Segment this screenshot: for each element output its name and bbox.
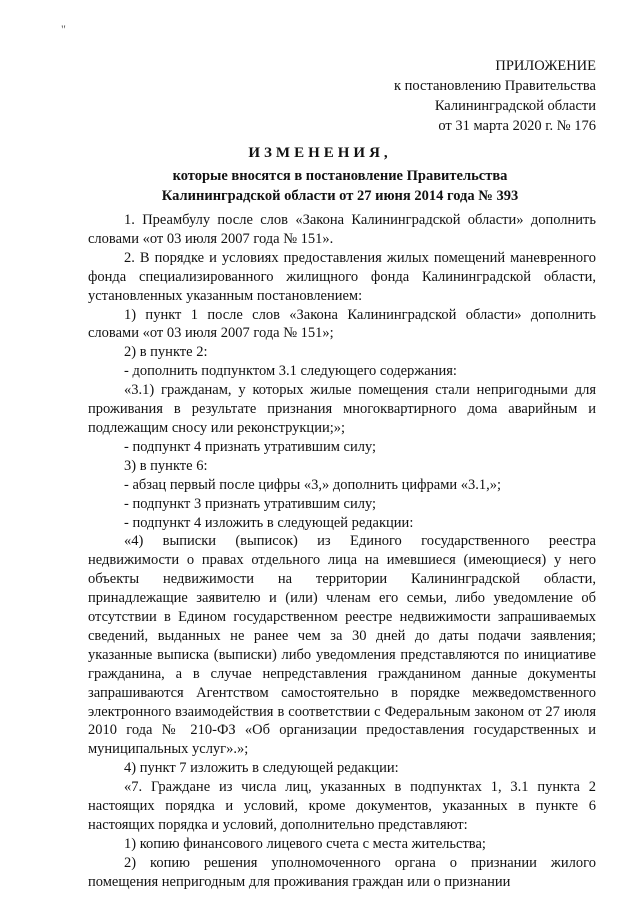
title-subtitle-line-1: которые вносятся в постановление Правительства: [172, 168, 508, 184]
paragraph: 2. В порядке и условиях предоставления жилых помещений маневренного фонда специализированного жилищного фонда Калининградской области, установленных указанным постановлением:: [88, 249, 596, 304]
appendix-date-number: от 31 марта 2020 г. № 176: [438, 118, 596, 134]
paragraph: - абзац первый после цифры «3,» дополнить цифрами «3.1,»;: [124, 476, 502, 493]
paragraph: 2) копию решения уполномоченного органа о признании жилого помещения непригодным для проживания граждан или о признании: [88, 854, 596, 890]
paragraph: «4) выписки (выписок) из Единого государственного реестра недвижимости о правах отдельного лица на имевшиеся (имеющиеся) у него объекты недвижимости на территории Калининградской области, принадлежащие заявителю и (или) членам его семьи, либо уведомление об отсутствии в Едином государственном реестре недвижимости запрашиваемых сведений, выданных не ранее чем за 30 дней до даты подачи заявления; указанные выписка (выписки) либо уведомления представляются по инициативе гражданина, а в случае непредставления гражданином данные документы запрашиваются Агентством самостоятельно в порядке межведомственного электронного взаимодействия в соответствии с Федеральным законом от 27 июля 2010 года № 210-ФЗ «Об организации предоставления государственных и муниципальных услуг».»;: [88, 533, 596, 758]
paragraph: 4) пункт 7 изложить в следующей редакции:: [124, 760, 399, 777]
paragraph: «7. Граждане из числа лиц, указанных в подпунктах 1, 3.1 пункта 2 настоящих порядка и условий, кроме документов, указанных в пункте 6 настоящих порядка и условий, дополнительно представляют:: [88, 779, 596, 833]
paragraph: 2) в пункте 2:: [124, 344, 208, 361]
paragraph: 3) в пункте 6:: [124, 457, 208, 474]
document-title: [0, 145, 640, 206]
appendix-resolution-line: к постановлению Правительства: [394, 78, 596, 94]
paragraph: 1) копию финансового лицевого счета с места жительства;: [124, 835, 486, 852]
paragraph: - подпункт 4 признать утратившим силу;: [124, 438, 377, 455]
paragraph: - подпункт 3 признать утратившим силу;: [124, 495, 377, 512]
title-subtitle-line-2: Калининградской области от 27 июня 2014 года № 393: [161, 188, 519, 204]
paragraph: - дополнить подпунктом 3.1 следующего содержания:: [124, 363, 457, 380]
paragraph: 1) пункт 1 после слов «Закона Калининградской области» дополнить словами «от 03 июля 2007 года № 151»;: [88, 306, 596, 342]
paragraph: - подпункт 4 изложить в следующей редакции:: [124, 514, 414, 531]
paragraph: «3.1) гражданам, у которых жилые помещения стали непригодными для проживания в результате признания многоквартирного дома аварийным и подлежащим сносу или реконструкции;»;: [88, 382, 596, 436]
paragraph: 1. Преамбулу после слов «Закона Калининградской области» дополнить словами «от 03 июля 2007 года № 151».: [88, 212, 596, 247]
appendix-region-line: Калининградской области: [434, 98, 596, 114]
appendix-label: ПРИЛОЖЕНИЕ: [495, 58, 596, 74]
title-main: ИЗМЕНЕНИЯ,: [248, 145, 392, 161]
appendix-header: [394, 56, 596, 136]
corner-mark: ": [61, 22, 66, 36]
document-body: [88, 211, 596, 892]
